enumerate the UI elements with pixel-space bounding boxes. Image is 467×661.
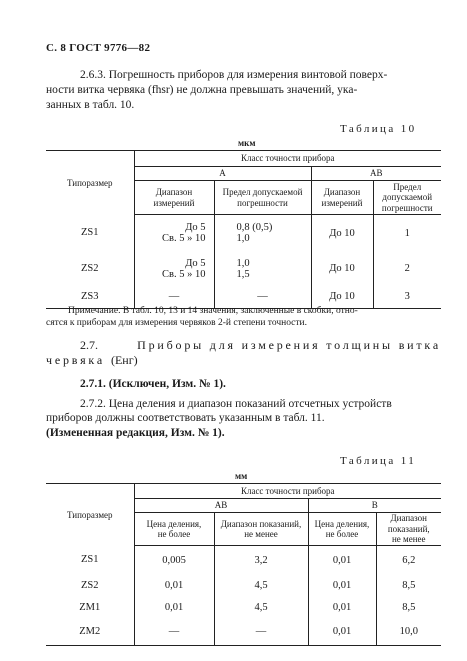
table-row: ZM2 — — 0,01 10,0 [46, 620, 441, 646]
table11-sub-div-b: Цена деления, не более [308, 513, 376, 546]
text-line: занных в табл. 10. [46, 99, 135, 111]
table11 [46, 483, 441, 646]
table11-sub-range-b: Диапазон показаний, не менее [376, 513, 441, 546]
table10-sub-range-ab: Диапазон измерений [311, 181, 373, 215]
table10-head-class: Класс точности прибора [134, 151, 441, 167]
table11-unit: мм [235, 471, 248, 481]
table10-caption: Таблица 10 [340, 123, 417, 135]
table10-sub-range-a: Диапазон измерений [134, 181, 214, 215]
paragraph-2-7-2: 2.7.2. Цена деления и диапазон показаний отсчетных устройств приборов должны соответствовать указанным в табл. 11. [46, 398, 392, 424]
table-row: ZS2 До 5 Св. 5 » 10 1,0 1,5 До 10 2 [46, 253, 441, 287]
table-row: ZS2 0,01 4,5 0,01 8,5 [46, 576, 441, 598]
text-line: ности витка червяка (fhsr) не должна превышать значений, ука- [46, 84, 358, 96]
table-row: ZS3 — — До 10 3 [46, 287, 441, 309]
table10 [46, 150, 441, 309]
paragraph-2-7-2-note: (Измененная редакция, Изм. № 1). [46, 427, 225, 439]
table10-unit: мкм [238, 138, 256, 148]
table11-head-class: Класс точности прибора [134, 484, 441, 499]
page-header: С. 8 ГОСТ 9776—82 [46, 42, 151, 54]
table11-group-ab: АВ [134, 499, 308, 513]
table-row: ZS1 0,005 3,2 0,01 6,2 [46, 546, 441, 576]
table10-head-type: Типоразмер [46, 151, 134, 215]
table10-sub-limit-a: Предел допускаемой погрешности [214, 181, 311, 215]
table11-sub-div-ab: Цена деления, не более [134, 513, 214, 546]
table-row: ZS1 До 5 Св. 5 » 10 0,8 (0,5) 1,0 До 10 1 [46, 215, 441, 253]
table11-caption: Таблица 11 [340, 455, 417, 467]
table10-group-a: А [134, 167, 311, 181]
table11-group-b: В [308, 499, 441, 513]
table10-sub-limit-ab: Предел допускаемой погрешности [373, 181, 441, 215]
paragraph-2-7: 2.7. Приборы для измерения толщины витка червяка (Eнг) [46, 338, 441, 367]
table-row: ZM1 0,01 4,5 0,01 8,5 [46, 598, 441, 620]
paragraph-2-7-1: 2.7.1. (Исключен, Изм. № 1). [80, 378, 226, 390]
text-line: 2.6.3. Погрешность приборов для измерения винтовой поверх- [80, 69, 388, 81]
table10-group-ab: АВ [311, 167, 441, 181]
table11-sub-range-ab: Диапазон показаний, не менее [214, 513, 308, 546]
table11-head-type: Типоразмер [46, 484, 134, 546]
paragraph-2-6-3 [46, 68, 387, 113]
table10-note: Примечание. В табл. 10, 13 и 14 значения, заключенные в скобки, отно- сятся к приборам для измерения червяков 2-й степени точности. [46, 306, 358, 328]
